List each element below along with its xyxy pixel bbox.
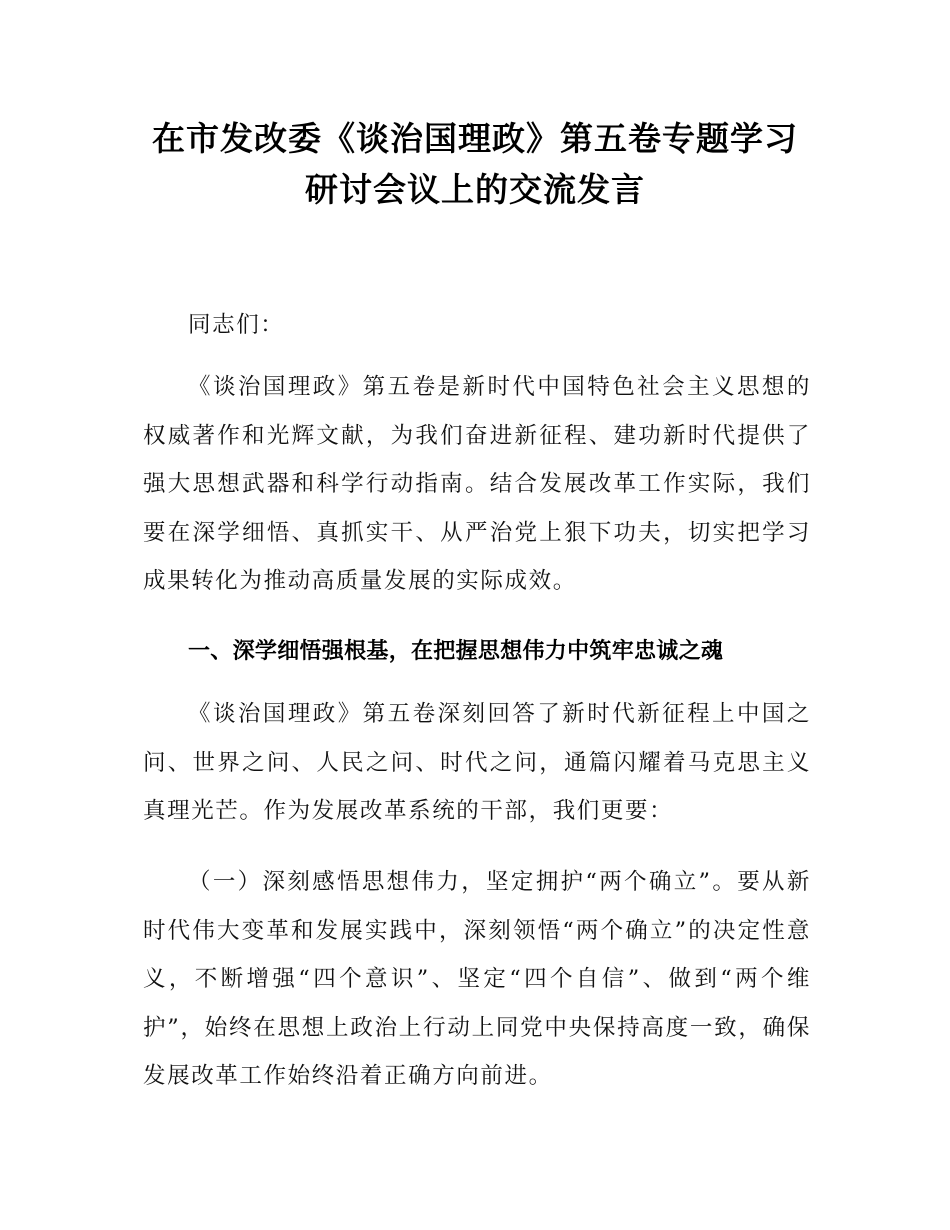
paragraph-section-1-item-1: （一）深刻感悟思想伟力，坚定拥护“两个确立”。要从新时代伟大变革和发展实践中，深刻领悟“两个确立”的决定性意义，不断增强“四个意识”、坚定“四个自信”、做到“两个维护”，始终在思想上政治上行动上同党中央保持高度一致，确保发展改革工作始终沿着正确方向前进。 [143, 869, 811, 1089]
salutation: 同志们： [188, 312, 285, 338]
paragraph-section-1-intro: 《谈治国理政》第五卷深刻回答了新时代新征程上中国之问、世界之问、人民之问、时代之问，通篇闪耀着马克思主义真理光芒。作为发展改革系统的干部，我们更要： [143, 701, 811, 824]
document-title-line-2: 研讨会议上的交流发言 [305, 170, 645, 209]
paragraph-intro: 《谈治国理政》第五卷是新时代中国特色社会主义思想的权威著作和光辉文献，为我们奋进新征程、建功新时代提供了强大思想武器和科学行动指南。结合发展改革工作实际，我们要在深学细悟、真抓实干、从严治党上狠下功夫，切实把学习成果转化为推动高质量发展的实际成效。 [143, 374, 811, 594]
section-heading-1: 一、深学细悟强根基，在把握思想伟力中筑牢忠诚之魂 [188, 639, 724, 664]
document-title-line-1: 在市发改委《谈治国理政》第五卷专题学习 [152, 119, 798, 158]
